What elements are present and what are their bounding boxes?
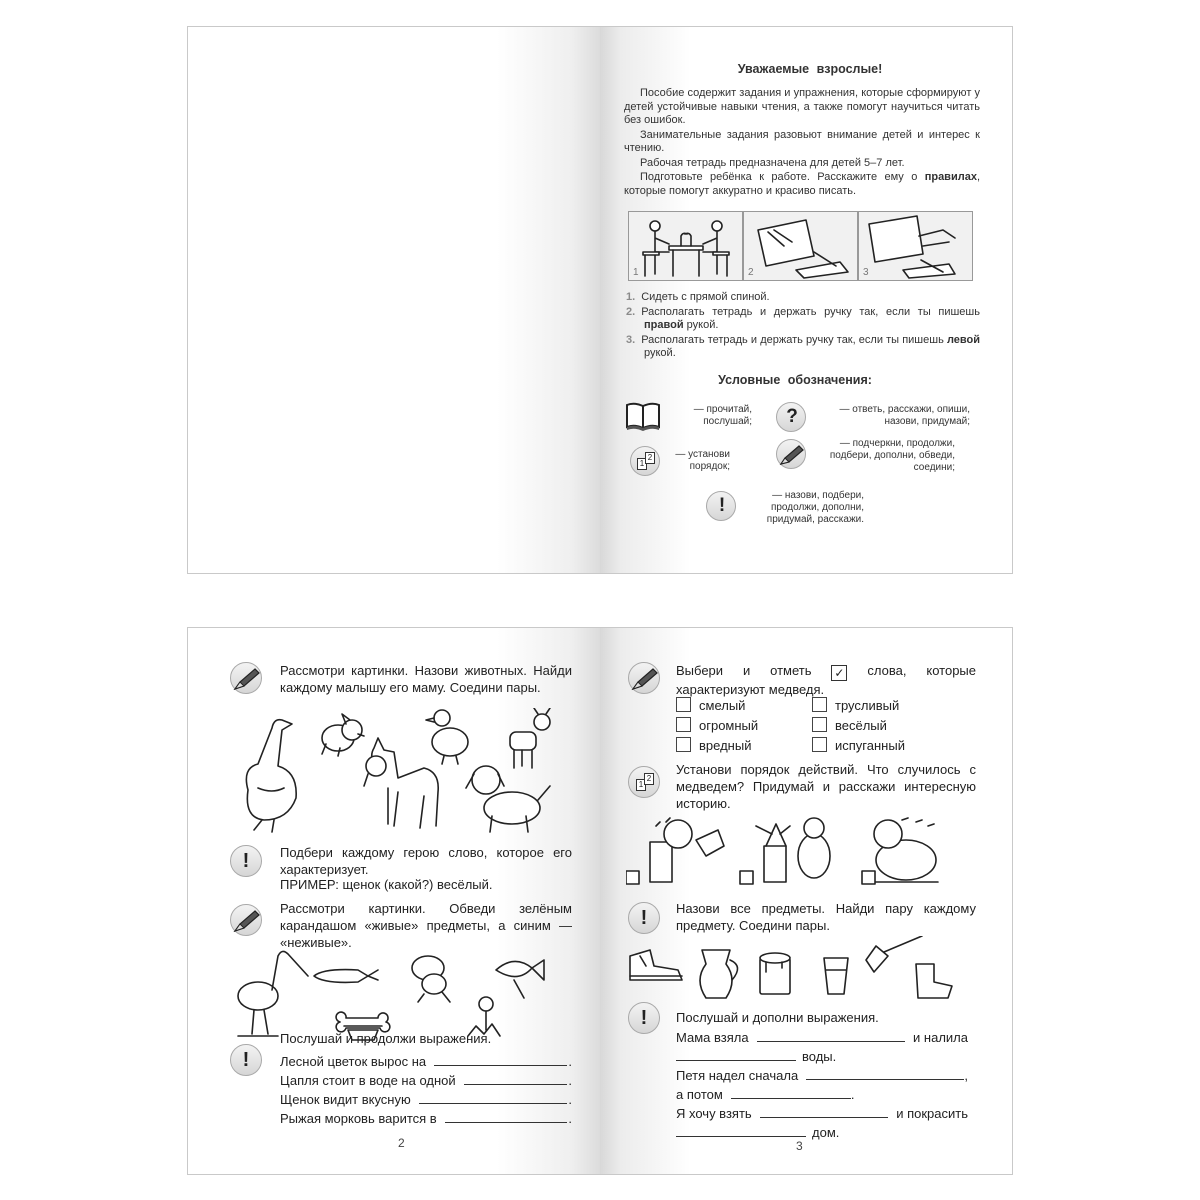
page-heading: Уважаемые взрослые!	[737, 62, 883, 76]
sentence-line: воды.	[676, 1048, 968, 1065]
pencil-icon	[776, 439, 806, 469]
sentence-line: Петя надел сначала ,	[676, 1068, 968, 1083]
shoe-picture	[630, 950, 682, 980]
glass-picture	[824, 958, 848, 994]
word-option[interactable]: трусливый	[812, 697, 952, 714]
task-text: Рассмотри картинки. Назови животных. Найди каждому малышу его маму. Соедини пары.	[280, 663, 572, 695]
task-text: Назови все предметы. Найди пару каждому предмету. Соедини пары.	[676, 901, 976, 933]
story-frame-1	[650, 818, 724, 882]
exclamation-icon: !	[230, 845, 262, 877]
story-frame-3	[874, 818, 938, 882]
stork-picture	[238, 951, 308, 1036]
legend-text: — подчеркни, продолжи, подбери, дополни, обведи, соедини;	[829, 438, 955, 473]
word-option[interactable]: вредный	[676, 737, 806, 754]
bear-story-picture	[626, 816, 976, 891]
word-option[interactable]: огромный	[676, 717, 806, 734]
intro-text	[624, 87, 980, 198]
rule-item: 2. Располагать тетрадь и держать ручку так, если ты пишешь правой рукой.	[626, 305, 980, 331]
pencil-icon	[628, 662, 660, 694]
word-checkbox[interactable]	[812, 697, 827, 712]
answer-line[interactable]	[676, 1048, 796, 1061]
sentence-line: Я хочу взять и покрасить	[676, 1106, 968, 1121]
phrase: Цапля стоит в воде на одной .	[280, 1073, 572, 1088]
answer-line[interactable]	[760, 1105, 889, 1118]
rule-item: 3. Располагать тетрадь и держать ручку так, если ты пишешь левой рукой.	[626, 333, 980, 359]
picture-number: 2	[748, 267, 754, 278]
duckling-picture	[426, 710, 468, 764]
right-hand-writing-picture	[743, 211, 858, 281]
intro-paragraph: Пособие содержит задания и упражнения, которые сформируют у детей устойчивые навыки чтения, а также помогут научиться читать без ошибок.	[624, 87, 980, 126]
word-checkbox[interactable]	[676, 737, 691, 752]
exclamation-icon: !	[628, 1002, 660, 1034]
exclamation-icon: !	[706, 491, 736, 521]
rules-list	[626, 291, 980, 361]
legend-text: — назови, подбери, продолжи, дополни, придумай, расскажи.	[766, 490, 864, 525]
order-checkbox	[626, 871, 639, 884]
picture-number: 1	[633, 267, 639, 278]
exclamation-icon: !	[628, 902, 660, 934]
page-number: 3	[796, 1139, 803, 1153]
sitting-posture-picture	[628, 211, 743, 281]
check-sample-icon: ✓	[831, 665, 847, 681]
fish-picture	[496, 960, 544, 998]
pairs-picture	[626, 936, 976, 1006]
word-option[interactable]: испуганный	[812, 737, 952, 754]
legend-text: — ответь, расскажи, опиши, назови, придумай;	[839, 404, 970, 427]
jug-picture	[700, 950, 738, 998]
legend-text: — установи порядок;	[675, 449, 730, 472]
pencil-icon	[230, 904, 262, 936]
answer-line[interactable]	[731, 1086, 851, 1099]
exclamation-icon: !	[230, 1044, 262, 1076]
order-checkbox	[740, 871, 753, 884]
word-list-left	[676, 697, 806, 754]
word-option[interactable]: весёлый	[812, 717, 952, 734]
goose-picture	[246, 720, 296, 832]
intro-paragraph: Рабочая тетрадь предназначена для детей 5–7 лет.	[640, 156, 905, 169]
task-text: Рассмотри картинки. Обведи зелёным карандашом «живые» предметы, а синим — «неживые».	[280, 901, 572, 950]
story-frame-2	[756, 818, 830, 882]
answer-line[interactable]	[419, 1091, 568, 1104]
phrase: Щенок видит вкусную .	[280, 1092, 572, 1107]
task-text: Послушай и дополни выражения.	[676, 1010, 879, 1025]
example-text: ПРИМЕР: щенок (какой?) весёлый.	[280, 877, 493, 892]
phrases-list	[280, 1053, 572, 1127]
word-list-right	[812, 697, 952, 754]
intro-paragraph: Занимательные задания разовьют внимание детей и интерес к чтению.	[624, 128, 980, 154]
picture-number: 3	[863, 267, 869, 278]
goat-picture	[364, 738, 438, 828]
left-hand-writing-picture	[858, 211, 973, 281]
answer-line[interactable]	[445, 1110, 568, 1123]
puppy-small-picture	[322, 714, 364, 756]
rule-item: 1. Сидеть с прямой спиной.	[626, 291, 770, 303]
carrot-picture	[314, 970, 378, 983]
dog-picture	[466, 766, 550, 832]
phrase: Рыжая морковь варится в .	[280, 1111, 572, 1126]
top-spread	[187, 26, 1013, 574]
phrase: Лесной цветок вырос на .	[280, 1054, 572, 1069]
page-2	[188, 628, 600, 1174]
blank-left-page	[188, 27, 600, 573]
answer-line[interactable]	[464, 1072, 568, 1085]
pencil-icon	[230, 662, 262, 694]
order-icon: 1 2	[630, 446, 660, 476]
intro-paragraph: Подготовьте ребёнка к работе. Расскажите ему о правилах, которые помогут аккуратно и красиво писать.	[624, 171, 980, 197]
word-checkbox[interactable]	[812, 737, 827, 752]
sentence-line: а потом .	[676, 1087, 855, 1102]
task-text: Подбери каждому герою слово, которое его характеризует.	[280, 845, 572, 877]
word-checkbox[interactable]	[812, 717, 827, 732]
answer-line[interactable]	[757, 1029, 905, 1042]
question-icon: ?	[776, 402, 806, 432]
intro-page	[600, 27, 1012, 573]
legend-heading: Условные обозначения:	[718, 373, 872, 387]
book-icon	[624, 399, 662, 431]
order-checkbox	[862, 871, 875, 884]
brush-and-sock-picture	[866, 936, 952, 998]
order-icon: 1 2	[628, 766, 660, 798]
bottom-spread	[187, 627, 1013, 1175]
paint-can-picture	[760, 953, 790, 994]
answer-line[interactable]	[676, 1124, 806, 1137]
bee-picture	[412, 956, 450, 1002]
sentence-line: дом.	[676, 1124, 968, 1141]
page-number: 2	[398, 1136, 405, 1150]
task-text: Послушай и продолжи выражения.	[280, 1031, 492, 1046]
kid-goat-picture	[510, 708, 550, 768]
answer-line[interactable]	[806, 1067, 964, 1080]
page-3	[600, 628, 1012, 1174]
legend-text: — прочитай, послушай;	[693, 404, 752, 427]
task-text: Выбери и отметь ✓ слова, которые характеризуют медведя.	[676, 663, 976, 697]
sentence-line: Мама взяла и налила	[676, 1030, 968, 1045]
task-text: Установи порядок действий. Что случилось с медведем? Придумай и расскажи интересную историю.	[676, 762, 976, 811]
sentences	[676, 1029, 968, 1141]
animals-picture	[228, 708, 568, 838]
word-checkbox[interactable]	[676, 717, 691, 732]
answer-line[interactable]	[434, 1053, 567, 1066]
word-checkbox[interactable]	[676, 697, 691, 712]
word-option[interactable]: смелый	[676, 697, 806, 714]
objects-picture	[228, 946, 568, 1041]
